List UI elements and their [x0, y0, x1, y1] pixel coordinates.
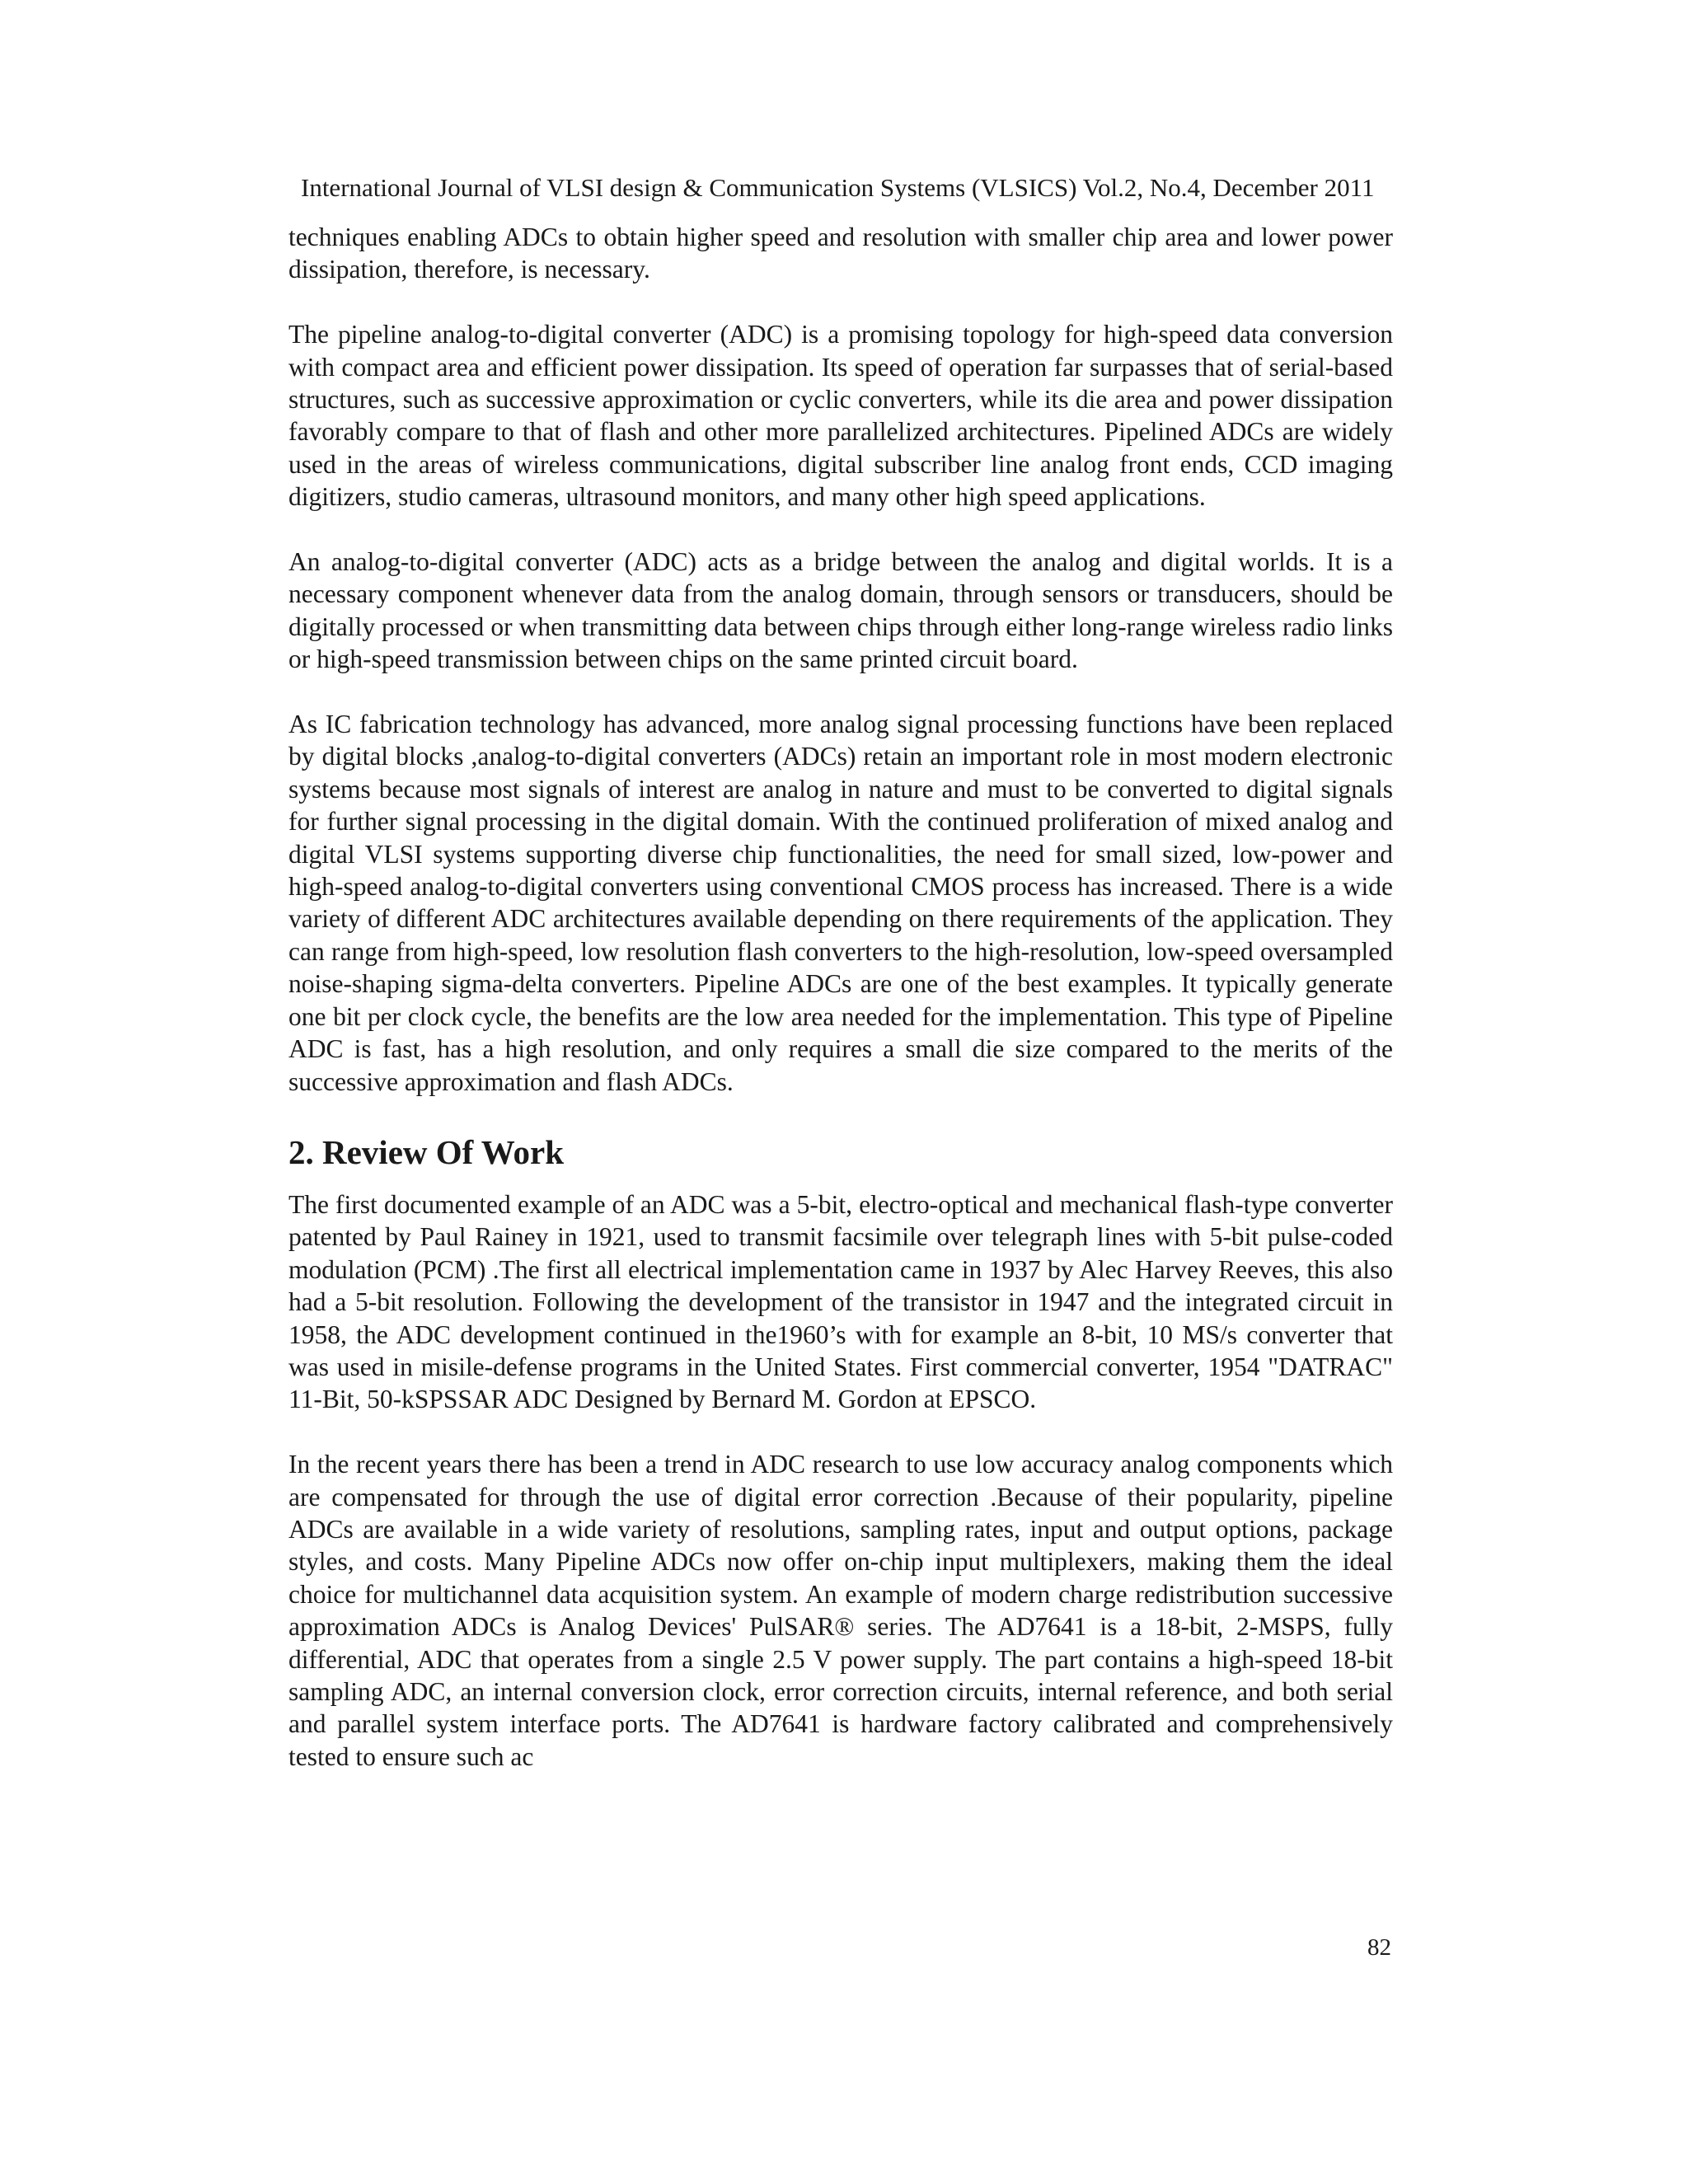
paragraph-adc-bridge: An analog-to-digital converter (ADC) acts as a bridge between the analog and digital worlds. It is a necessary component whenever data from the analog domain, through sensors or transducers, should be digitally processed or when transmitting data between chips through either long-range wireless radio links or high-speed transmission between chips on the same printed circuit board. [288, 547, 1393, 674]
page-number: 82 [1367, 1934, 1391, 1961]
paragraph-recent-trends: In the recent years there has been a trend in ADC research to use low accuracy analog components which are compensated for through the use of digital error correction .Because of their popularity, pipeline ADCs are available in a wide variety of resolutions, sampling rates, input and output options, package styles, and costs. Many Pipeline ADCs now offer on-chip input multiplexers, making them the ideal choice for multichannel data acquisition system. An example of modern charge redistribution successive approximation ADCs is Analog Devices' PulSAR® series. The AD7641 is a 18-bit, 2-MSPS, fully differential, ADC that operates from a single 2.5 V power supply. The part contains a high-speed 18-bit sampling ADC, an internal conversion clock, error correction circuits, internal reference, and both serial and parallel system interface ports. The AD7641 is hardware factory calibrated and comprehensively tested to ensure such ac [288, 1450, 1393, 1771]
paragraph-ic-fabrication: As IC fabrication technology has advanced, more analog signal processing functions have been replaced by digital blocks ,analog-to-digital converters (ADCs) retain an important role in most modern electronic systems because most signals of interest are analog in nature and must to be converted to digital signals for further signal processing in the digital domain. With the continued proliferation of mixed analog and digital VLSI systems supporting diverse chip functionalities, the need for small sized, low-power and high-speed analog-to-digital converters using conventional CMOS process has increased. There is a wide variety of different ADC architectures available depending on there requirements of the application. They can range from high-speed, low resolution flash converters to the high-resolution, low-speed oversampled noise-shaping sigma-delta converters. Pipeline ADCs are one of the best examples. It typically generate one bit per clock cycle, the benefits are the low area needed for the implementation. This type of Pipeline ADC is fast, has a high resolution, and only requires a small die size compared to the merits of the successive approximation and flash ADCs. [288, 710, 1393, 1096]
section-heading: 2. Review Of Work [288, 1132, 565, 1171]
paragraph-pipeline-adc: The pipeline analog-to-digital converter (ADC) is a promising topology for high-speed data conversion with compact area and efficient power dissipation. Its speed of operation far surpasses that of serial-based structures, such as successive approximation or cyclic converters, while its die area and power dissipation favorably compare to that of flash and other more parallelized architectures. Pipelined ADCs are widely used in the areas of wireless communications, digital subscriber line analog front ends, CCD imaging digitizers, studio cameras, ultrasound monitors, and many other high speed applications. [288, 320, 1393, 512]
running-header: International Journal of VLSI design & Communication Systems (VLSICS) Vol.2, No.4, December 2011 [301, 173, 1375, 202]
body-text [288, 221, 1393, 1773]
paragraph-adc-history: The first documented example of an ADC was a 5-bit, electro-optical and mechanical flash-type converter patented by Paul Rainey in 1921, used to transmit facsimile over telegraph lines with 5-bit pulse-coded modulation (PCM) .The first all electrical implementation came in 1937 by Alec Harvey Reeves, this also had a 5-bit resolution. Following the development of the transistor in 1947 and the integrated circuit in 1958, the ADC development continued in the1960’s with for example an 8-bit, 10 MS/s converter that was used in misile-defense programs in the United States. First commercial converter, 1954 "DATRAC" 11-Bit, 50-kSPSSAR ADC Designed by Bernard M. Gordon at EPSCO. [288, 1189, 1393, 1414]
paragraph-intro-continuation: techniques enabling ADCs to obtain higher speed and resolution with smaller chip area and lower power dissipation, therefore, is necessary. [288, 223, 1393, 284]
